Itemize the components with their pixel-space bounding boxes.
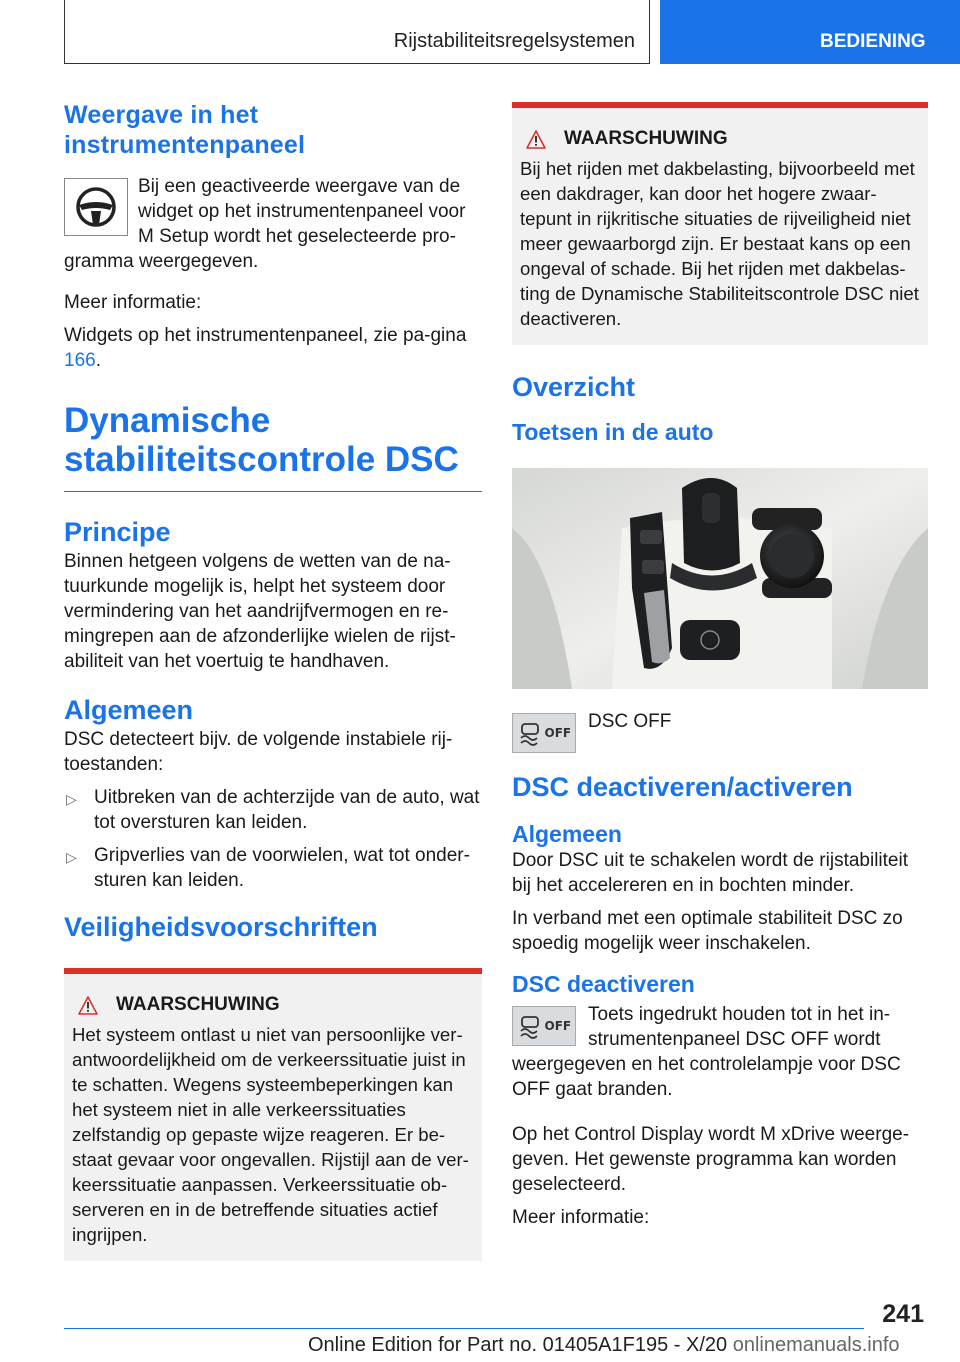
more-info-label-right: Meer informatie: [512,1207,650,1228]
safety-heading: Veiligheidsvoorschriften [64,912,378,942]
deactivate-text: Toets ingedrukt houden tot in het in-strumentenpaneel DSC OFF wordt weergegeven en het controlelampje voor DSC OFF gaat branden. [512,1004,901,1100]
more-info-label: Meer informatie: [64,292,202,313]
center-console-photo [512,468,928,689]
overview-heading: Overzicht [512,372,636,402]
header-chapter-label: BEDIENING [820,31,926,52]
footer-edition [308,1334,900,1357]
right-column [512,102,928,1238]
general-heading: Algemeen [64,695,194,725]
principle-heading: Principe [64,517,171,547]
general-text-2: In verband met een optimale stabiliteit DSC zo spoedig mogelijk weer inschakelen. [512,908,903,954]
list-item-text: Uitbreken van de achterzijde van de auto, wat tot oversturen kan leiden. [94,787,480,833]
general-text: DSC detecteert bijv. de volgende instabiele rij-toestanden: [64,729,453,775]
footer-watermark: onlinemanuals.info [732,1334,900,1356]
warning-title-text: WAARSCHUWING [116,994,280,1015]
button-heading: Toetsen in de auto [512,419,714,445]
triangle-bullet-icon: ▷ [66,791,77,807]
steering-wheel-icon [64,178,128,236]
header-chapter-tab [660,0,960,64]
footer-edition-text: Online Edition for Part no. 01405A1F195 - X/20 [308,1334,728,1356]
dsc-off-icon [512,713,576,753]
page-number: 241 [882,1300,924,1328]
widgets-reference [64,323,482,373]
header-section-title: Rijstabiliteitsregelsystemen [393,30,635,52]
principle-text: Binnen hetgeen volgens de wetten van de na-tuurkunde mogelijk is, helpt het systeem door vermindering van het aandrijfvermogen en re-mingrepen aan de afzonderlijke wielen de rijst-abiliteit van het voertuig te handhaven. [64,551,456,672]
warning-box [64,968,482,1261]
display-heading: Weergave in het instrumentenpaneel [64,101,306,159]
warning-triangle-icon [78,996,98,1015]
dsc-off-icon [512,1006,576,1046]
widgets-page-link[interactable]: 166 [64,350,96,371]
widgets-reference-text: Widgets op het instrumentenpaneel, zie pa-gina [64,325,467,346]
general-heading-right: Algemeen [512,821,622,847]
warning-text: Bij het rijden met dakbelasting, bijvoorbeeld met een dakdrager, kan door het hogere zwaar-tepunt in rijkritische situaties de rijveiligheid niet meer gewaarborgd zijn. Er bestaat kans op een ongeval of schade. Bij het rijden met dakbelas-ting de Dynamische Stabiliteitscontrole DSC niet deactiveren. [520,158,919,329]
warning-title [520,128,920,150]
list-item-text: Gripverlies van de voorwielen, wat tot onder-sturen kan leiden. [94,845,470,891]
warning-title-text: WAARSCHUWING [564,128,728,149]
warning-box-roof-load [512,102,928,345]
warning-text: Het systeem ontlast u niet van persoonlijke ver-antwoordelijkheid om de verkeerssituatie juist in te schatten. Wegens systeembeperkingen kan het systeem niet in alle verkeerssituaties zelfstandig op gepaste wijze reageren. Er be-staat gevaar voor ongevallen. Rijstijl aan de ver-keerssituatie aanpassen. Verkeerssituatie ob-serveren en in de betreffende situaties actief ingrijpen. [72,1024,469,1245]
deactivate-heading: DSC deactiveren [512,971,695,997]
footer-rule [64,1328,864,1329]
header-section-box [64,0,650,64]
warning-triangle-icon [526,130,546,149]
control-display-text: Op het Control Display wordt M xDrive weerge-geven. Het gewenste programma kan worden geselecteerd. [512,1124,910,1195]
general-text-1: Door DSC uit te schakelen wordt de rijstabiliteit bij het accelereren en in bochten minder. [512,850,909,896]
deactivate-activate-heading: DSC deactiveren/activeren [512,772,853,802]
main-heading: Dynamische stabiliteitscontrole DSC [64,401,482,492]
dsc-off-icon-label: OFF [544,1019,572,1033]
display-text: Bij een geactiveerde weergave van de widget op het instrumentenpaneel voor M Setup wordt het geselecteerde pro-gramma weergegeven. [64,176,466,272]
list-item [64,785,482,835]
warning-title [72,994,474,1016]
widgets-reference-end: . [95,350,101,371]
list-item [64,843,482,893]
button-caption: DSC OFF [588,711,672,732]
dsc-off-icon-label: OFF [544,726,572,740]
triangle-bullet-icon: ▷ [66,849,77,865]
left-column [64,100,482,1261]
